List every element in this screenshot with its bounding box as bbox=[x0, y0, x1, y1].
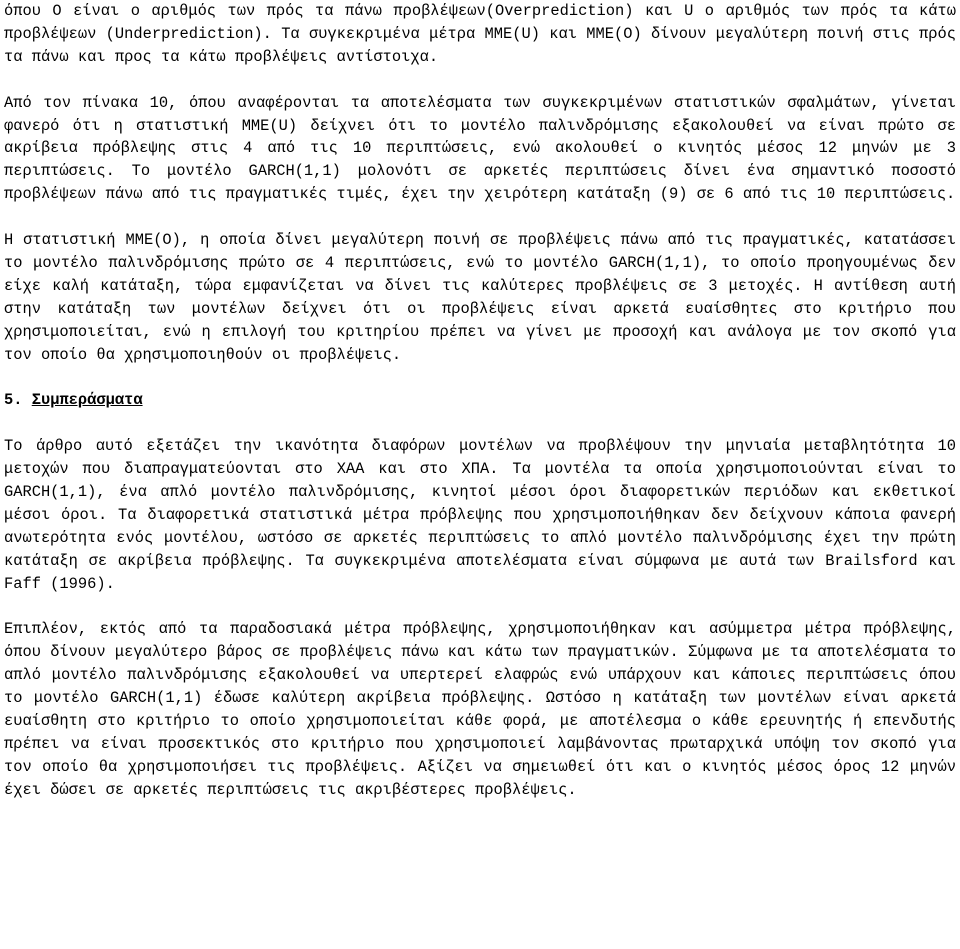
paragraph-conclusions-summary: Το άρθρο αυτό εξετάζει την ικανότητα διαφόρων μοντέλων να προβλέψουν την μηνιαία μεταβλητότητα 10 μετοχών που διαπραγματεύονται στο ΧΑΑ και στο ΧΠΑ. Τα μοντέλα τα οποία χρησιμοποιούνται είναι το GARCH(1,1), ένα απλό μοντέλο παλινδρόμισης, κινητοί μέσοι όροι διαφορετικών περιόδων και εκθετικοί μέσοι όροι. Τα διαφορετικά στατιστικά μέτρα πρόβλεψης που χρησιμοποιήθηκαν δεν δείχνουν κάποια φανερή ανωτερότητα ενός μοντέλου, ωστόσο σε αρκετές περιπτώσεις το απλό μοντέλο παλινδρόμισης έχει την πρώτη κατάταξη σε ακρίβεια πρόβλεψης. Τα συγκεκριμένα αποτελέσματα είναι σύμφωνα με αυτά των Brailsford και Faff (1996). bbox=[4, 437, 956, 593]
paragraph-mme-o-results: Η στατιστική MME(O), η οποία δίνει μεγαλύτερη ποινή σε προβλέψεις πάνω από τις πραγματικές, κατατάσσει το μοντέλο παλινδρόμισης πρώτο σε 4 περιπτώσεις, ενώ το μοντέλο GARCH(1,1), το οποίο προηγουμένως δεν είχε καλή κατάταξη, τώρα εμφανίζεται να δίνει τις καλύτερες προβλέψεις σε 3 μετοχές. Η αντίθεση αυτή στην κατάταξη των μοντέλων δείχνει ότι οι προβλέψεις είναι αρκετά ευαίσθητες στο κριτήριο που χρησιμοποιείται, ενώ η επιλογή του κριτηρίου πρέπει να γίνει με προσοχή και ανάλογα με τον σκοπό για τον οποίο θα χρησιμοποιηθούν οι προβλέψεις. bbox=[4, 231, 956, 364]
paragraph-gap bbox=[4, 366, 956, 389]
paragraph-conclusions-asymmetric: Επιπλέον, εκτός από τα παραδοσιακά μέτρα πρόβλεψης, χρησιμοποιήθηκαν και ασύμμετρα μέτρα πρόβλεψης, όπου δίνουν μεγαλύτερο βάρος σε προβλέψεις πάνω και κάτω των πραγματικών. Σύμφωνα με τα αποτελέσματα το απλό μοντέλο παλινδρόμισης εξακολουθεί να υπερτερεί ελαφρώς ενώ υπάρχουν και κάποιες περιπτώσεις όπου το μοντέλο GARCH(1,1) έδωσε καλύτερη ακρίβεια πρόβλεψης. Ωστόσο η κατάταξη των μοντέλων είναι αρκετά ευαίσθητη στο κριτήριο το οποίο χρησιμοποιείται κάθε φορά, με αποτέλεσμα ο κάθε ερευνητής ή επενδυτής πρέπει να είναι προσεκτικός στο κριτήριο που χρησιμοποιεί λαμβάνοντας πρωταρχικά υπόψη τον σκοπό για τον οποίο θα χρησιμοποιήσει τις προβλέψεις. Αξίζει να σημειωθεί ότι και ο κινητός μέσος όρος 12 μηνών έχει δώσει σε αρκετές περιπτώσεις τις ακριβέστερες προβλέψεις. bbox=[4, 620, 956, 799]
paragraph-gap bbox=[4, 412, 956, 435]
paragraph-mme-u-results: Από τον πίνακα 10, όπου αναφέρονται τα αποτελέσματα των συγκεκριμένων στατιστικών σφαλμάτων, γίνεται φανερό ότι η στατιστική MME(U) δείχνει ότι το μοντέλο παλινδρόμισης εξακολουθεί να είναι πρώτο σε ακρίβεια πρόβλεψης στις 4 από τις 10 περιπτώσεις, ενώ ακολουθεί ο κινητός μέσος 12 μηνών με 3 περιπτώσεις. Το μοντέλο GARCH(1,1) μολονότι σε αρκετές περιπτώσεις δίνει ένα σημαντικό ποσοστό προβλέψεων πάνω από τις πραγματικές τιμές, έχει την χειρότερη κατάταξη (9) σε 6 από τις 10 περιπτώσεις. bbox=[4, 93, 956, 204]
section-number: 5. bbox=[4, 391, 23, 410]
paragraph-gap bbox=[4, 596, 956, 619]
section-heading bbox=[4, 389, 956, 412]
paragraph-gap bbox=[4, 69, 956, 92]
paragraph-definition-mme: όπου Ο είναι ο αριθμός των πρός τα πάνω προβλέψεων(Overprediction) και U ο αριθμός των πρός τα κάτω προβλέψεων (Underprediction). Τα συγκεκριμένα μέτρα MME(U) και MME(O) δίνουν μεγαλύτερη ποινή στις πρός τα πάνω και προς τα κάτω προβλέψεις αντίστοιχα. bbox=[4, 2, 956, 66]
document-page bbox=[4, 0, 956, 802]
paragraph-gap bbox=[4, 206, 956, 229]
section-title: Συμπεράσματα bbox=[31, 391, 143, 410]
